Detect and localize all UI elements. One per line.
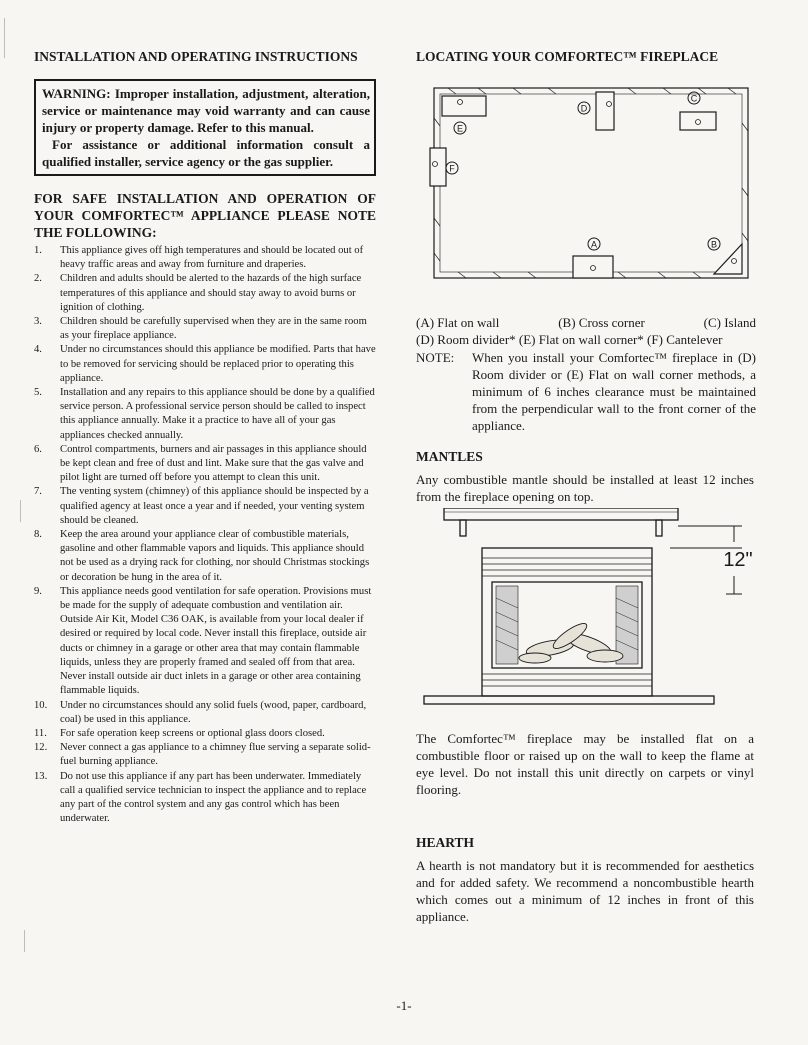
label-b: B [710,239,718,250]
clearance-note [416,349,756,434]
hearth-section [416,834,754,925]
comfortec-install-text: The Comfortec™ fireplace may be installed flat on a combustible floor or raised up on the wall to keep the flame at eye level. Do not install this unit directly on carpets or vinyl flooring. [416,731,754,797]
placement-legend [416,314,756,434]
item-text: This appliance needs good ventilation for safe operation. Provisions must be made for the supply of adequate combustion and ventilation air. Outside Air Kit, Model C36 OAK, is available from your local dealer if desired or required by local code. Never install this fireplace, outside air ducts or chimney in a garage or other area that may contain flammable liquids, unless they are properly framed and sealed off from that area. Never install outside air duct inlets in a garage or other area containing flammable liquids. [60,585,372,697]
item-text: Control compartments, burners and air passages in this appliance should be kept clean and free of dust and lint. Make sure that the gas valve and pilot light are turned off before you attempt to clean this unit. [60,443,367,484]
legend-b: (B) Cross corner [558,315,645,330]
item-text: Keep the area around your appliance clear of combustible materials, gasoline and other flammable vapors and liquids. This appliance should not be used as a drying rack for clothing, nor should Christmas stockings or decoration be hung in the area of it. [60,529,370,583]
item-number: 7. [34,486,42,498]
room-layout-diagram [418,78,758,306]
item-text: Do not use this appliance if any part has been underwater. Immediately call a qualified service technician to inspect the appliance and to replace any part of the control system and any gas control which has been underwater. [60,770,367,825]
log-set [519,620,623,663]
list-item [34,386,376,443]
mantle-leg [460,520,466,536]
legend-a: (A) Flat on wall [416,315,500,330]
hearth-text: A hearth is not mandatory but it is recommended for aesthetics and for added safety. We recommend a noncombustible hearth which comes out a minimum of 12 inches in front of this appliance. [416,858,754,924]
mantles-title: MANTLES [416,449,483,464]
item-number: 12. [34,742,48,754]
item-text: Never connect a gas appliance to a chimney flue serving a separate solid-fuel burning appliance. [60,742,371,768]
mantles-section [416,448,754,505]
list-item [34,528,376,585]
mantles-text: Any combustible mantle should be installed at least 12 inches from the fireplace opening on top. [416,472,754,504]
item-text: Installation and any repairs to this appliance should be done by a qualified service person. A professional service person should be called to inspect this appliance annually. Make it a practice to have all of your gas appliances checked annually. [60,387,375,441]
scan-mark [20,500,21,522]
assistance-text: For assistance or additional information consult a qualified installer, service agency or the gas supplier. [42,137,370,169]
item-number: 1. [34,245,42,256]
list-item [34,272,376,315]
fireplace-d [596,92,614,130]
list-item [34,244,376,272]
item-text: Under no circumstances should this appliance be modified. Parts that have to be removed for servicing should be replaced prior to operating this appliance. [60,344,376,384]
right-column [416,48,756,924]
legend-c: (C) Island [703,315,756,330]
comfortec-install-section [416,724,754,798]
label-a: A [590,239,598,250]
warning-text: WARNING: Improper installation, adjustment, alteration, service or maintenance may void warranty and can cause injury or property damage. Refer to this manual. [42,86,370,135]
left-column [34,48,376,826]
item-number: 5. [34,387,42,399]
item-number: 4. [34,344,42,356]
note-text: When you install your Comfortec™ fireplace in (D) Room divider or (E) Flat on wall corner methods, a minimum of 6 inches clearance must be maintained from the perpendicular wall to the front corner of the appliance. [472,350,756,433]
item-text: For safe operation keep screens or optional glass doors closed. [60,727,325,739]
legend-def: (D) Room divider* (E) Flat on wall corner* (F) Cantelever [416,332,723,347]
hearth-base [424,696,714,704]
item-number: 9. [34,585,42,597]
clearance-dimension: 12" [723,549,753,571]
list-item [34,315,376,343]
item-number: 13. [34,770,48,782]
item-text: This appliance gives off high temperatures and should be located out of heavy traffic areas and away from furniture and draperies. [60,245,364,271]
safe-installation-title: FOR SAFE INSTALLATION AND OPERATION OF YOUR COMFORTEC™ APPLIANCE PLEASE NOTE THE FOLLOWING: [34,191,376,240]
list-item [34,443,376,486]
locating-title: LOCATING YOUR COMFORTEC™ FIREPLACE [416,49,719,64]
fireplace-a [573,256,613,278]
scan-mark [24,930,25,952]
item-text: The venting system (chimney) of this appliance should be inspected by a qualified agency at least once a year and if needed, your venting system should be cleaned. [60,486,369,526]
scan-mark [4,18,5,58]
item-text: Children should be carefully supervised when they are in the same room as your fireplace appliance. [60,316,367,342]
mantle-clearance-diagram [420,508,760,758]
hearth-title: HEARTH [416,835,475,850]
list-item [34,585,376,699]
item-text: Under no circumstances should any solid fuels (wood, paper, cardboard, coal) be used in this appliance. [60,699,367,725]
installation-title: INSTALLATION AND OPERATING INSTRUCTIONS [34,49,358,64]
item-number: 3. [34,316,42,328]
item-number: 2. [34,273,42,285]
item-number: 11. [34,727,47,739]
page-number: -1- [396,998,412,1013]
list-item [34,343,376,386]
label-c: C [690,93,698,104]
item-number: 8. [34,529,42,541]
label-f: F [449,163,455,174]
fireplace-f [430,148,446,186]
list-item [34,741,376,769]
warning-box [34,79,376,176]
mantle-shelf [444,508,678,520]
fireplace-c [680,112,716,130]
label-d: D [580,103,588,114]
note-label: NOTE: [416,350,455,365]
item-text: Children and adults should be alerted to the hazards of the high surface temperatures of this appliance and should stay away to avoid burns or ignition of clothing. [60,273,362,313]
item-number: 10. [34,699,48,711]
safety-list [34,244,376,826]
list-item [34,727,376,741]
list-item [34,485,376,528]
fireplace-e [442,96,486,116]
item-number: 6. [34,443,42,455]
mantle-leg [656,520,662,536]
list-item [34,770,376,827]
list-item [34,699,376,727]
label-e: E [456,123,464,134]
